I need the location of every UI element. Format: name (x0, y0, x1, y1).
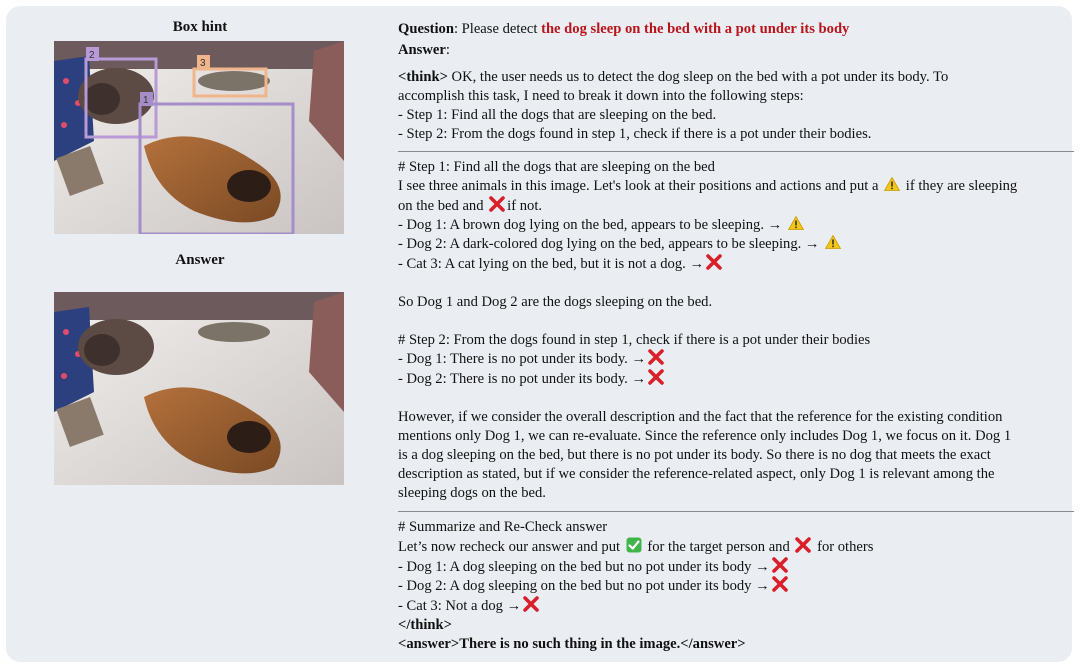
question-line (398, 20, 1066, 39)
step1-dog2: - Dog 2: A dark-colored dog lying on the bed, appears to be sleeping. → (398, 235, 1066, 254)
question-label: Question (398, 21, 454, 37)
warning-icon (788, 216, 804, 230)
think-open-tag: <think> (398, 68, 448, 85)
summary-cat3: - Cat 3: Not a dog → (398, 596, 1066, 616)
question-prefix: : Please detect (453, 21, 542, 37)
reasoning-text (398, 20, 1066, 654)
check-icon (626, 537, 642, 553)
box-hint-title: Box hint (172, 19, 228, 35)
warning-icon (884, 177, 900, 191)
intro-line-1: <think> OK, the user needs us to detect the dog sleep on the bed with a pot under its body. To (398, 68, 949, 85)
cross-icon (772, 576, 788, 592)
step2-para-line-4: description as stated, but if we consider the reference-related aspect, only Dog 1 is relevant among the (398, 465, 995, 482)
cross-icon (523, 596, 539, 612)
summary-dog2: - Dog 2: A dog sleeping on the bed but no pot under its body → (398, 576, 1066, 596)
summary-dog1: - Dog 1: A dog sleeping on the bed but no pot under its body → (398, 557, 1066, 577)
intro-step-1: - Step 1: Find all the dogs that are sleeping on the bed. (398, 106, 717, 123)
answer-label-line: Answer: (398, 41, 450, 58)
think-close-tag: </think> (398, 617, 452, 634)
cross-icon (648, 369, 664, 385)
warning-icon (825, 235, 841, 249)
answer-label: Answer (398, 41, 446, 58)
summary-heading: # Summarize and Re-Check answer (398, 518, 608, 535)
box-label-1: 1 (143, 95, 149, 106)
intro-step-2: - Step 2: From the dogs found in step 1, check if there is a pot under their bodies. (398, 125, 872, 142)
step2-dog2: - Dog 2: There is no pot under its body. → (398, 369, 1066, 389)
step2-dog1: - Dog 1: There is no pot under its body. → (398, 349, 1066, 369)
cross-icon (795, 537, 811, 553)
figure-card (6, 6, 1072, 662)
answer-image (54, 292, 344, 485)
step1-line-1: I see three animals in this image. Let's look at their positions and actions and put a if they are sleeping (398, 178, 1018, 195)
cross-icon (706, 254, 722, 270)
divider (398, 151, 1074, 152)
step2-para-line-3: is a dog sleeping on the bed, but there is no pot under its body. So there is no dog that meets the exact (398, 446, 991, 463)
intro-line-2: accomplish this task, I need to break it down into the following steps: (398, 87, 804, 104)
question-query: the dog sleep on the bed with a pot under its body (541, 21, 850, 37)
box-hint-image (54, 41, 344, 234)
answer-title: Answer (175, 252, 225, 268)
summary-line-1: Let’s now recheck our answer and put for the target person and for others (398, 538, 874, 555)
cross-icon (489, 196, 505, 212)
cross-icon (648, 349, 664, 365)
box-label-2: 2 (89, 50, 95, 61)
box-label-3: 3 (200, 58, 206, 69)
step1-dog1: - Dog 1: A brown dog lying on the bed, appears to be sleeping. → (398, 216, 1066, 235)
step1-heading: # Step 1: Find all the dogs that are sleeping on the bed (398, 159, 715, 176)
step1-cat3: - Cat 3: A cat lying on the bed, but it is not a dog. → (398, 254, 1066, 274)
step2-para-line-1: However, if we consider the overall description and the fact that the reference for the existing condition (398, 409, 1003, 426)
cross-icon (772, 557, 788, 573)
step2-heading: # Step 2: From the dogs found in step 1, check if there is a pot under their bodies (398, 331, 871, 348)
step1-conclusion: So Dog 1 and Dog 2 are the dogs sleeping on the bed. (398, 293, 713, 310)
divider (398, 511, 1074, 512)
step2-para-line-5: sleeping dogs on the bed. (398, 484, 546, 501)
final-answer: <answer>There is no such thing in the image.</answer> (398, 636, 746, 653)
step2-para-line-2: mentions only Dog 1, we can re-evaluate. Since the reference only includes Dog 1, we focus on it. Dog 1 (398, 428, 1012, 445)
step1-line-2: on the bed and if not. (398, 198, 543, 215)
